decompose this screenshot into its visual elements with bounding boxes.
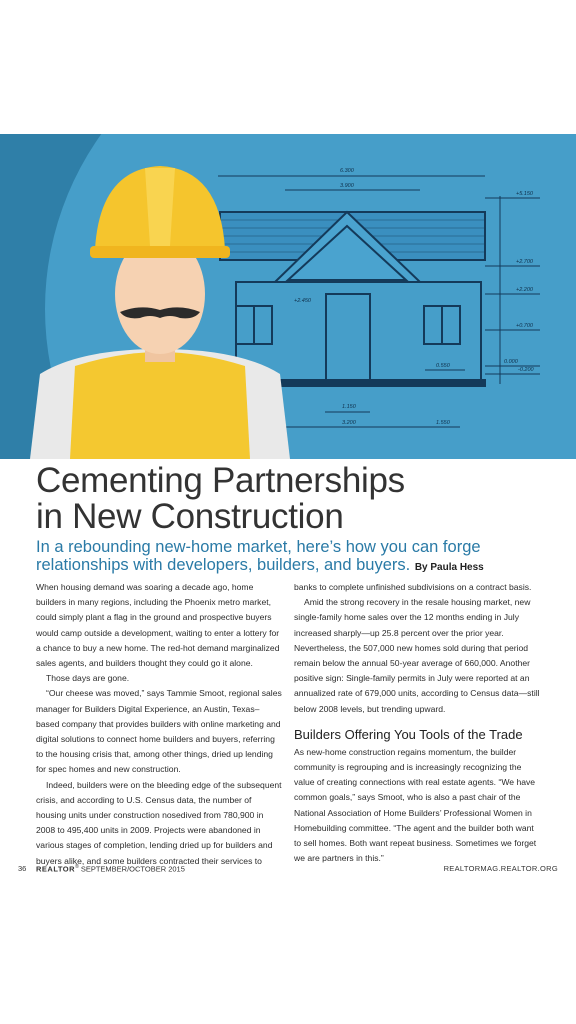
dim-label: 0.550 <box>436 363 450 369</box>
paragraph: When housing demand was soaring a decade ago, home builders in many regions, including the Phoenix metro market, could simply plant a flag in the ground and prospective buyers would camp outside a development, waiting to enter a lottery for a chance to buy a new home. The red-hot demand marginalized sales agents, and builders thought they could go it alone. <box>36 582 280 669</box>
paragraph: Indeed, builders were on the bleeding edge of the subsequent crisis, and according to U.S. Census data, the number of housing units under construction nosedived from 780,900 in 2008 to 495,400 units in 2009. Projects were abandoned in various stages of completion, lending dried up for builders and buyers alike, and some builders contracted their services to <box>36 779 282 866</box>
article-title <box>36 463 556 535</box>
dim-label: 1.550 <box>436 420 450 426</box>
dim-label: 1.150 <box>342 404 356 410</box>
page-number: 36 <box>18 864 27 873</box>
dim-label: +2.200 <box>516 287 533 293</box>
website-url[interactable]: REALTORMAG.REALTOR.ORG <box>443 864 558 873</box>
dim-label: -0.200 <box>518 367 534 373</box>
title-line: in New Construction <box>36 497 344 536</box>
paragraph: Those days are gone. <box>46 673 130 684</box>
dim-label: 6.300 <box>340 168 354 174</box>
dim-label: 3.200 <box>342 420 356 426</box>
paragraph: Amid the strong recovery in the resale housing market, new single-family home sales over the 12 months ending in July increased sharply—up 25.8 percent over the prior year. Nevertheless, the 507,000 new homes sold during that period remain below the annual 50-year average of 660,000. Another positive sign: Single-family permits in July were reported at an annualized rate of 679,000 units, according to Census data—still below 2008 levels, but trending upward. <box>294 597 540 714</box>
paragraph: “Our cheese was moved,” says Tammie Smoot, regional sales manager for Builders Digital Experience, an Austin, Texas–based company that provides builders with online marketing and digital solutions to connect home builders and buyers, referring to the housing crisis that, among other things, dried up lending for spec homes and new construction. <box>36 688 282 775</box>
paragraph: banks to complete unfinished subdivisions on a contract basis. <box>294 582 532 592</box>
paragraph: As new-home construction regains momentum, the builder community is regrouping and is increasingly recognizing the value of creating connections with real estate agents. “We have common goals,” says Smoot, who is also a past chair of the National Association of Home Builders’ Professional Women in Homebuilding committee. “The agent and the builder both want to sell homes. Both want repeat business. Sometimes we forget we are partners in this.” <box>294 746 537 864</box>
dim-label: +2.700 <box>516 259 533 265</box>
dim-label: 3.900 <box>340 183 354 189</box>
dim-label: +5.150 <box>516 191 533 197</box>
subtitle-text: In a rebounding new-home market, here’s how you can forge relationships with developers, builders, and buyers. <box>36 538 481 574</box>
hero-illustration <box>0 134 576 459</box>
dim-label: +0.700 <box>516 323 533 329</box>
body-column-right <box>294 580 540 866</box>
dim-label: +2.450 <box>294 298 311 304</box>
magazine-issue <box>36 864 185 874</box>
construction-blueprint-illustration <box>0 134 576 459</box>
dim-label: 0.000 <box>504 359 518 365</box>
article-subtitle <box>36 538 556 577</box>
registered-mark: ® <box>75 864 79 870</box>
byline: By Paula Hess <box>414 562 484 573</box>
body-column-left <box>36 580 282 869</box>
issue-date: SEPTEMBER/OCTOBER 2015 <box>78 864 185 874</box>
magazine-name: REALTOR <box>36 864 76 874</box>
title-line: Cementing Partnerships <box>36 461 405 500</box>
section-heading: Builders Offering You Tools of the Trade <box>294 726 523 742</box>
